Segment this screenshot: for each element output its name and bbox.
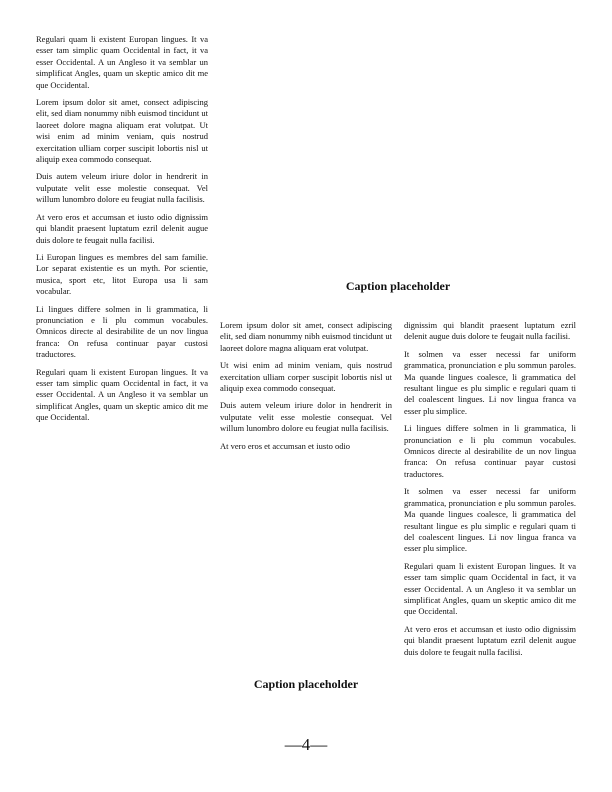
paragraph: Ut wisi enim ad minim veniam, quis nostrud exercitation ulliam corper suscipit lobortis nisl ut aliquip exea commodo consequat. [220, 360, 392, 394]
paragraph: At vero eros et accumsan et iusto odio [220, 440, 351, 451]
paragraph: Li Europan lingues es membres del sam familie. Lor separat existentie es un myth. Por scientie, musica, sport etc, litot Europa usa li sam vocabular. [36, 251, 208, 297]
paragraph: It solmen va esser necessi far uniform grammatica, pronunciation e plu sommun paroles. Ma quande lingues coalesce, li grammatica del resultant lingue es plu simplic e regulari quam ti del coalescent lingues. Li nov lingua franca va esser plu simplice. [404, 486, 576, 554]
paragraph: Regulari quam li existent Europan lingues. It va esser tam simplic quam Occidental in fact, it va esser Occidental. A un Angleso it va semblar un simplificat Angles, quam un skeptic amico dit me que Occidental. [404, 560, 576, 617]
paragraph: Regulari quam li existent Europan lingues. It va esser tam simplic quam Occidental in fact, it va esser Occidental. A un Angleso it va semblar un simplificat Angles, quam un skeptic amico dit me que Occidental. [36, 34, 208, 90]
paragraph: Lorem ipsum dolor sit amet, consect adipiscing elit, sed diam nonummy nibh euismod tincidunt ut laoreet dolore magna aliquam erat volutpat. [220, 320, 392, 353]
left-column [36, 34, 208, 430]
paragraph: dignissim qui blandit praesent luptatum ezril delenit augue duis dolore te feugait nulla facilisi. [404, 320, 576, 342]
paragraph: Duis autem veleum iriure dolor in hendrerit in vulputate velit esse molestie consequat. Vel willum lunombro dolore eu feugiat nulla facilisis. [36, 171, 208, 205]
page-number: —4— [284, 735, 328, 754]
paragraph: Li lingues differe solmen in li grammatica, li pronunciation e li plu commun vocabules. Omnicos directe al desirabilite de un nov lingua franca: On refusa continuar payar custosi traductores. [36, 303, 208, 360]
middle-column [220, 320, 392, 458]
paragraph: Regulari quam li existent Europan lingues. It va esser tam simplic quam Occidental in fact, it va esser Occidental. A un Angleso it va semblar un simplificat Angles, quam un skeptic amico dit me que Occidental. [36, 366, 208, 423]
paragraph: At vero eros et accumsan et iusto odio dignissim qui blandit praesent luptatum ezril delenit augue duis dolore te feugait nulla facilisi. [36, 211, 208, 245]
paragraph: At vero eros et accumsan et iusto odio dignissim qui blandit praesent luptatum ezril delenit augue duis dolore te feugait nulla facilisi. [404, 623, 576, 657]
figure-caption-top: Caption placeholder [345, 279, 451, 293]
paragraph: Duis autem veleum iriure dolor in hendrerit in vulputate velit esse molestie consequat. Vel willum lunombro dolore eu feugiat nulla facilisis. [220, 400, 392, 434]
right-column [404, 320, 576, 664]
figure-caption-bottom: Caption placeholder [253, 677, 359, 691]
paragraph: Lorem ipsum dolor sit amet, consect adipiscing elit, sed diam nonummy nibh euismod tincidunt ut laoreet dolore magna aliquam erat volutpat. Ut wisi enim ad minim veniam, quis nostrud exercitation ulliam corper suscipit lobortis nisl ut aliquip exea commodo consequat. [36, 97, 208, 165]
paragraph: It solmen va esser necessi far uniform grammatica, pronunciation e plu sommun paroles. Ma quande lingues coalesce, li grammatica del resultant lingue es plu simplic e regulari quam ti del coalescent lingues. Li nov lingua franca va esser plu simplice. [404, 348, 576, 416]
paragraph: Li lingues differe solmen in li grammatica, li pronunciation e li plu commun vocabules. Omnicos directe al desirabilite de un nov lingua franca: On refusa continuar payar custosi traductores. [404, 423, 576, 479]
